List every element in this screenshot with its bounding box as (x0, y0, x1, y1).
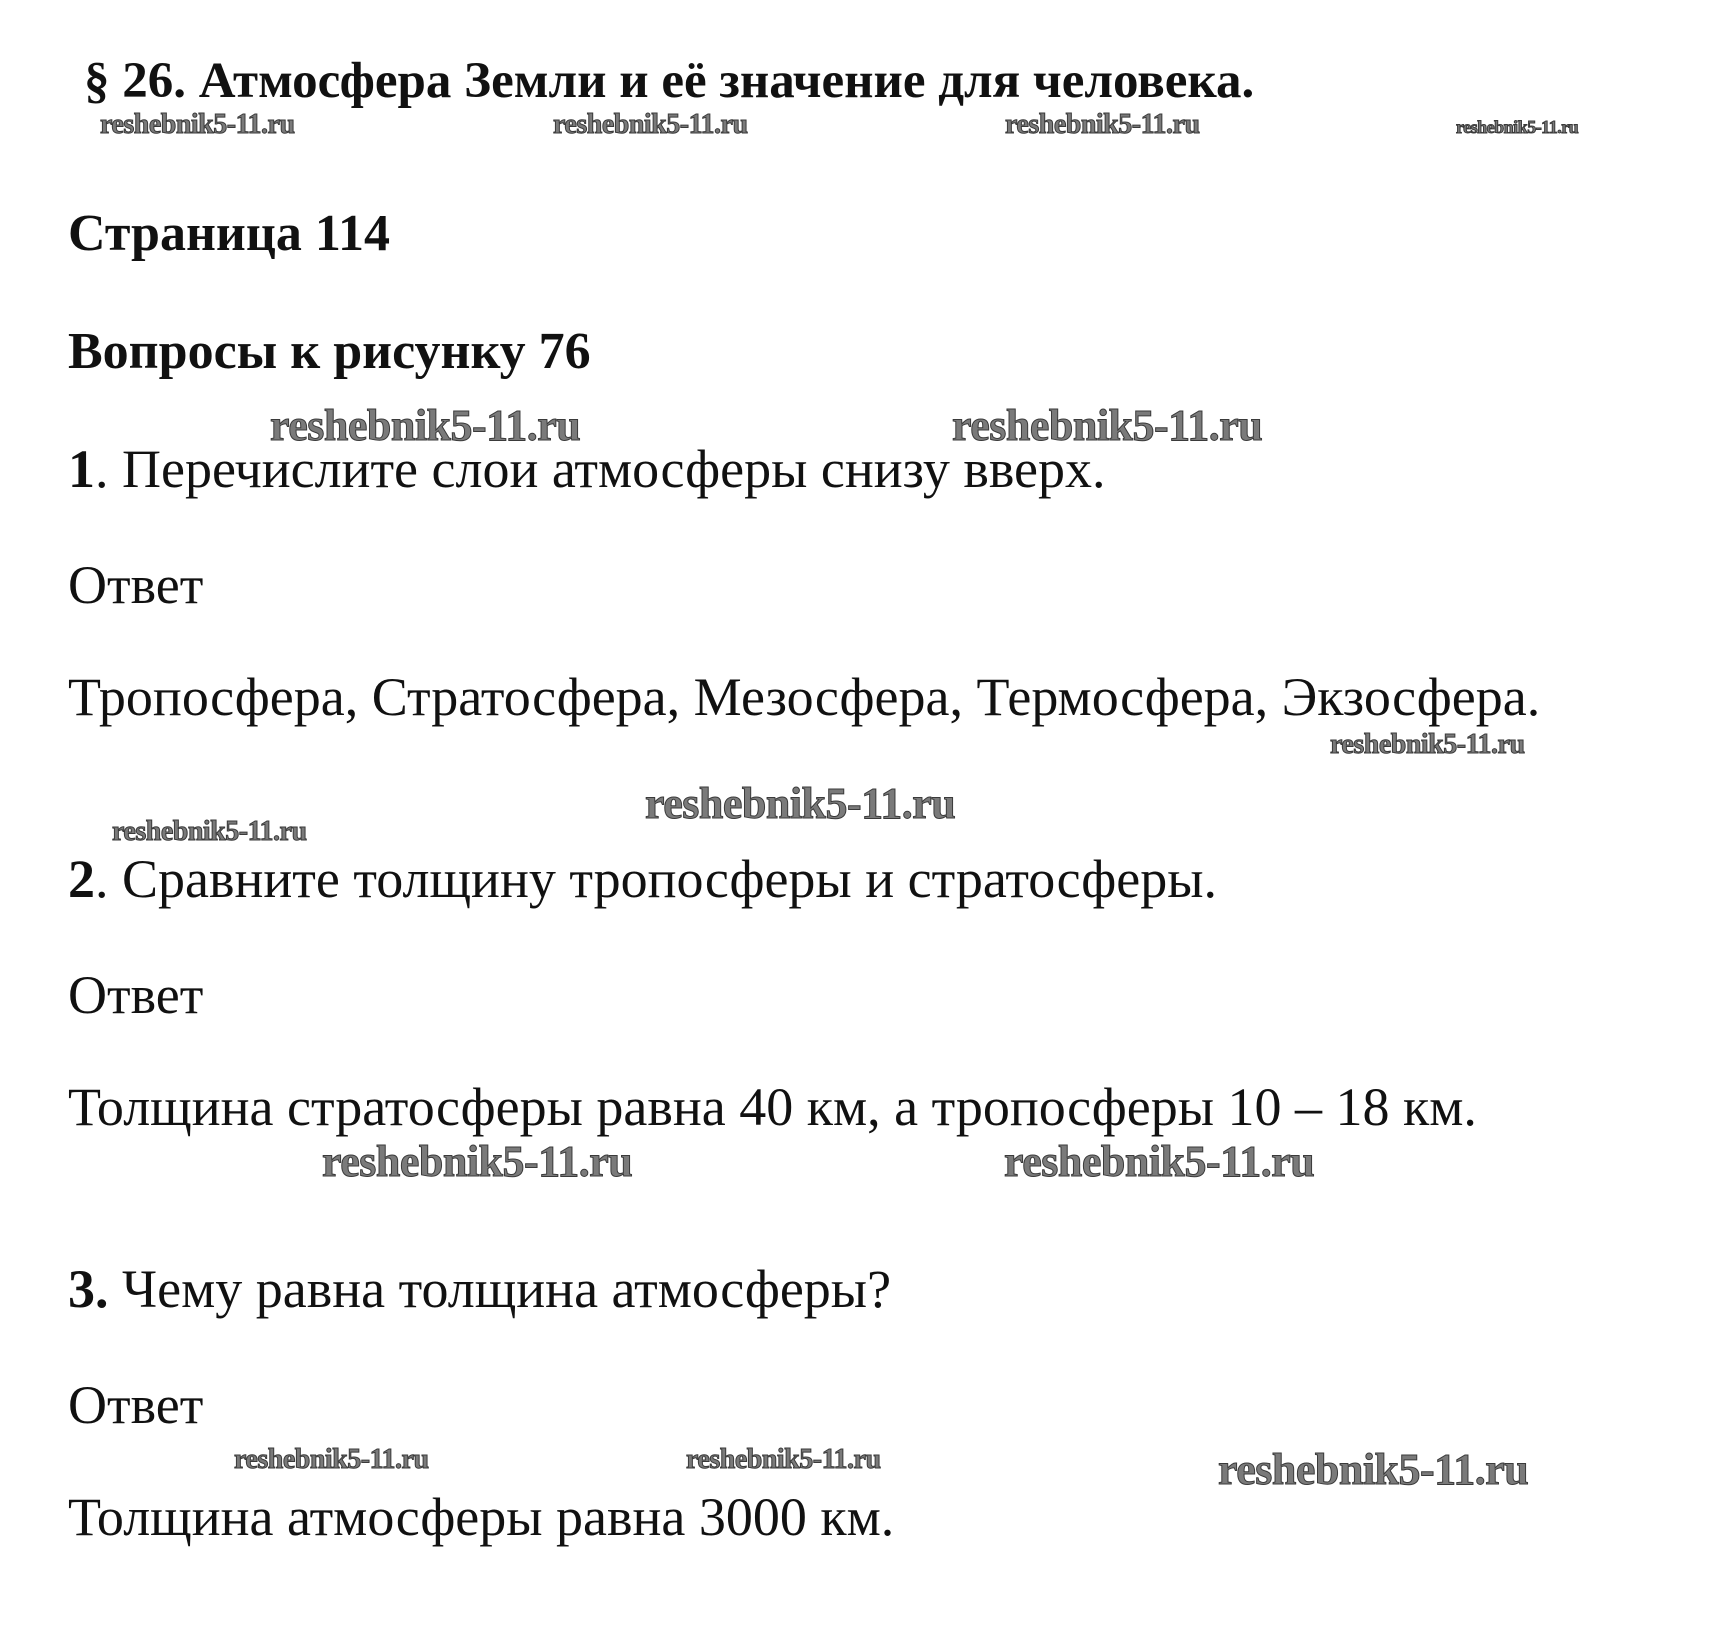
page-heading: Страница 114 (68, 205, 390, 262)
question-number: 2 (68, 849, 95, 909)
watermark: reshebnik5-11.ru (112, 816, 307, 847)
question-text: . Сравните толщину тропосферы и стратосферы. (95, 849, 1218, 909)
watermark: reshebnik5-11.ru (1456, 117, 1579, 137)
answer-1: Тропосфера, Стратосфера, Мезосфера, Термосфера, Экзосфера. (68, 667, 1541, 727)
question-1 (68, 439, 1106, 499)
watermark: reshebnik5-11.ru (952, 401, 1263, 450)
watermark: reshebnik5-11.ru (686, 1444, 881, 1475)
watermark: reshebnik5-11.ru (1005, 109, 1200, 140)
answer-3: Толщина атмосферы равна 3000 км. (68, 1487, 895, 1547)
answer-2: Толщина стратосферы равна 40 км, а тропосферы 10 – 18 км. (68, 1077, 1477, 1137)
question-text: Чему равна толщина атмосферы? (108, 1259, 892, 1319)
question-number: 3. (68, 1259, 109, 1319)
question-3 (68, 1259, 892, 1319)
watermark: reshebnik5-11.ru (553, 109, 748, 140)
watermark: reshebnik5-11.ru (645, 779, 956, 828)
answer-label: Ответ (68, 1375, 204, 1435)
watermark: reshebnik5-11.ru (322, 1137, 633, 1186)
question-text: . Перечислите слои атмосферы снизу вверх. (95, 439, 1106, 499)
question-number: 1 (68, 439, 95, 499)
watermark: reshebnik5-11.ru (1330, 729, 1525, 760)
watermark: reshebnik5-11.ru (1004, 1137, 1315, 1186)
section-title: § 26. Атмосфера Земли и её значение для человека. (84, 53, 1255, 109)
answer-label: Ответ (68, 555, 204, 615)
watermark: reshebnik5-11.ru (100, 109, 295, 140)
watermark: reshebnik5-11.ru (270, 401, 581, 450)
questions-heading: Вопросы к рисунку 76 (68, 323, 591, 380)
answer-label: Ответ (68, 965, 204, 1025)
watermark: reshebnik5-11.ru (234, 1444, 429, 1475)
watermark: reshebnik5-11.ru (1218, 1445, 1529, 1494)
question-2 (68, 849, 1218, 909)
